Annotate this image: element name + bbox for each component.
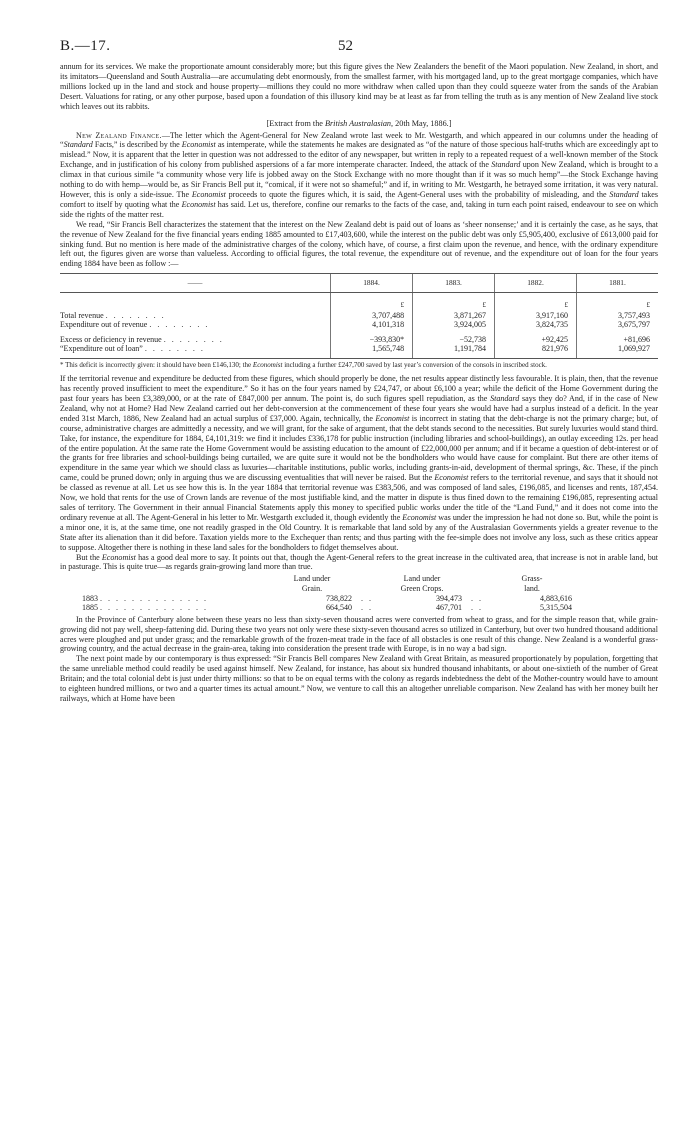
grain-table [82, 574, 572, 612]
table-cell: 394,473 [436, 593, 462, 603]
table-row: Total revenue . . . . . . . . 3,707,488 3,871,267 3,917,160 3,757,493 [60, 311, 658, 321]
table-cell: 3,757,493 [577, 311, 659, 321]
paragraph-nz-finance: New Zealand Finance.—The letter which the Agent-General for New Zealand wrote last week to Mr. Westgarth, and which appeared in our columns under the heading of “Standard Facts,” is described by the Economist as intemperate, while the statements he makes are designated as “of the nature of those specious half-truths which are exceedingly apt to mislead.” Now, it is apparent that the letter in question was not addressed to the editor of any newspaper, but written in reply to a repeated request of a well-known member of the Stock Exchange, and in justification of his colony from published aspersions of a far more intemperate character. Indeed, the attack of the Standard upon New Zealand, which is brought to a climax in that curious simile “a community whose very life is jobbed away on the Stock Exchange with no more thought than if it was so much hemp”—the Stock Exchange having nothing to do with hemp—would be, as Sir Francis Bell put it, “comical, if it were not so shameful;” and if, in writing to Mr. Westgarth, he betrayed some irritation, it was very natural. However, this is only a side-issue. The Economist proceeds to quote the figures which, it is said, the Agent-General uses with the probability of misleading, and the Standard takes comfort to itself by quoting what the Economist has said. Let us, therefore, confine our remarks to the facts of the case, and, taking in turn each point raised, endeavour to see on which side the rights of the matter rest. [60, 130, 659, 219]
document-reference: B.—17. [60, 38, 111, 54]
finance-table-header [60, 274, 658, 293]
table-cell: 4,101,318 [330, 320, 412, 330]
page-header [60, 38, 658, 62]
row-year: 1885 [82, 603, 98, 613]
table-cell: −52,738 [413, 330, 495, 345]
table-cell: 4,883,616 [540, 593, 572, 603]
table-row: 1883 . . . . . . . . . . . . . . 738,822 . . 394,473 . . 4,883,616 [82, 593, 572, 603]
row-label: Total revenue [60, 310, 104, 320]
page-number: 52 [338, 38, 353, 54]
row-label: Excess or deficiency in revenue [60, 334, 162, 344]
table-cell: 3,871,267 [413, 311, 495, 321]
table-cell: 3,924,005 [413, 320, 495, 330]
paragraph-cultivated-area: But the Economist has a good deal more to say. It points out that, though the Agent-General refers to the great increase in the cultivated area, that increase is not in arable land, but in pasturage. This is quite true—as regards grain-growing land more than true. [60, 552, 658, 572]
column-header: Land under Grain. [293, 574, 331, 593]
table-row: Excess or deficiency in revenue . . . . . . . . −393,830* −52,738 +92,425 +81,696 [60, 330, 658, 345]
document-page [60, 38, 658, 704]
year-header: 1881. [577, 274, 659, 293]
paragraph-comparison: The next point made by our contemporary is thus expressed: “Sir Francis Bell compares New Zealand with Great Britain, as measured proportionately by population, forgetting that the same unreliable method could readily be used against himself. New Zealand, for instance, has about six hundred thousand inhabitants, or about one-sixtieth of the number of Great Britain; and the total colonial debt is just under thirty millions: so that to be on equal terms with the colony as regards indebtedness the debt of the Mother-country would have to amount to eighteen hundred millions, or two and a quarter times its actual amount.” Now, we venture to call this an altogether unreliable comparison. New Zealand has with her money built her railways, which at Home have been [60, 654, 658, 703]
table-cell: 821,976 [495, 344, 577, 358]
row-label: “Expenditure out of loan” [60, 344, 143, 354]
table-cell: 1,565,748 [330, 344, 412, 358]
currency-symbol: £ [495, 293, 577, 311]
year-header: 1884. [330, 274, 412, 293]
table-corner: —— [60, 274, 330, 293]
table-cell: +81,696 [577, 330, 659, 345]
row-label: Expenditure out of revenue [60, 320, 148, 330]
year-header: 1883. [413, 274, 495, 293]
extract-heading: [Extract from the British Australasian, 20th May, 1886.] [266, 118, 452, 128]
currency-row [60, 293, 658, 311]
table-cell: −393,830* [330, 330, 412, 345]
currency-symbol: £ [413, 293, 495, 311]
paragraph-continuation: annum for its services. We make the proportionate amount considerably more; but this figure gives the New Zealanders the benefit of the Maori population. New Zealand, in short, and its imitators—Queensland and South Australia—are accumulating debt enormously, from the smallest farmer, with his mortgaged land, up to the great mortgage companies, which have millions locked up in the land and stock and house property—millions they could no more withdraw when called upon than they could squeeze water from the sands of the Arabian Desert. Valuations for rating, or any other purpose, based upon a foundation of this illusory kind may be at least as far from telling the truth as is any mention of New Zealand live stock which leaves out its rabbits. [60, 62, 658, 111]
table-cell: +92,425 [495, 330, 577, 345]
row-year: 1883 [82, 593, 98, 603]
table-cell: 467,701 [436, 603, 462, 613]
article-lead: New Zealand Finance. [76, 130, 162, 140]
table-cell: 738,822 [326, 593, 352, 603]
column-header: Land under Green Crops. [400, 574, 444, 593]
table-cell: 3,824,735 [495, 320, 577, 330]
table-cell: 5,315,504 [540, 603, 572, 613]
table-cell: 3,917,160 [495, 311, 577, 321]
grain-table-header [82, 574, 572, 593]
column-header: Grass- land. [521, 574, 543, 593]
finance-table [60, 273, 658, 359]
table-cell: 1,069,927 [577, 344, 659, 358]
table-cell: 1,191,784 [413, 344, 495, 358]
year-header: 1882. [495, 274, 577, 293]
paragraph-territorial-revenue: If the territorial revenue and expenditure be deducted from these figures, which should properly be done, the net results appear distinctly less favourable. It is plain, then, that the revenue has recently proved insufficient to meet the expenditure.” So it has on the four years named by £24,747, or about £6,100 a year; while the deficit of the Home Government during the past four years has been £3,389,000, or at the rate of £847,000 per annum. The point is, do such figures spell repudiation, as the Standard says they do? And, if in the case of New Zealand, why not at Home? Had New Zealand carried out her debt-conversion at the commencement of these four years she would have had a surplus instead of a deficit. In the year ended 31st March, 1886, New Zealand had an actual surplus of £37,000. Again, technically, the Economist is incorrect in stating that the debt-charge is not the primary charge; but, of course, administrative charges are admittedly a necessity, and we will grant, for the sake of argument, that the debt stands second to the necessities. But surely luxuries would stand third. Take, for instance, the expenditure for 1884, £4,101,319: we find it includes £336,178 for public instruction (including libraries and school-buildings), an outlay exceeding 12s. per head of the entire population. At the same rate the Home Government would be assisting education to the amount of £22,000,000 per annum; and if it became a question of debt-interest or of the grants for free libraries and school-buildings being curtailed, we are quite sure it would not be the bondholders who would have cause for complaint. But there are other items of expenditure in the same year which we should class as luxuries—charitable institutions, public works, including grants-in-aid, development of thermal springs, &c. These, if the pinch came, could be pruned down; only in arguing thus we are discussing eventualities that will never be raised. But the Economist refers to the territorial revenue, and says that it should not be classed as revenue at all. Let us see how this is. In the year 1884 that territorial revenue was £383,506, and was composed of land sales, £196,085, and licenses and rents, 187,454. Now, we hold that rents for the use of Crown lands are revenue of the most justifiable kind, and the matter in dispute is thus fined down to the remaining £196,085, representing actual sales of territory. The Government in their annual Financial Statements apply this money to specified public works under the title of the “Land Fund,” and it does not come into the ordinary revenue at all. The Agent-General in his letter to Mr. Westgarth excluded it, though evidently the Economist was under the impression he had not done so. But, while the point is a minor one, it is, at the same time, one not readily grasped in the Old Country. It is remarkable that land sold by any of the Australasian Governments yields a greater revenue to the State after its alienation than it did before. Taxation yields more to the Exchequer than rents; and thus parting with the fee-simple does not involve any loss, such as these critics appear to suppose. Altogether there is nothing in these land sales for the bondholders to fidget themselves about. [60, 374, 658, 552]
table-cell: 3,675,797 [577, 320, 659, 330]
paragraph-revenue: We read, “Sir Francis Bell characterizes the statement that the interest on the New Zealand debt is paid out of loans as ‘sheer nonsense;’ and it is certainly the case, as he says, that the revenue of New Zealand for the five financial years ending 1885 amounted to £17,403,600, while the interest on the public debt was only £5,905,400, exclusive of £613,000 paid for sinking fund. But no mention is here made of the administrative charges of the colony, which have, of course, a first claim upon the revenue, and hence, with the ordinary expenditure left out, the figures given are worse than valueless. According to official figures, the total revenue, the expenditure out of revenue, and the expenditure out of loan for the four years ending 1884 have been as follow :— [60, 219, 658, 269]
footnote: * This deficit is incorrectly given: it should have been £146,130; the Economist including a further £247,700 saved by last year’s conversion of the consols in inscribed stock. [60, 360, 547, 369]
table-row: 1885 . . . . . . . . . . . . . . 664,540 . . 467,701 . . 5,315,504 [82, 603, 572, 613]
table-row: “Expenditure out of loan” . . . . . . . . 1,565,748 1,191,784 821,976 1,069,927 [60, 344, 658, 358]
currency-symbol: £ [577, 293, 659, 311]
paragraph-canterbury: In the Province of Canterbury alone between these years no less than sixty-seven thousand acres were converted from wheat to grass, and for the simple reason that, while grain-growing did not pay well, sheep-fattening did. During these two years not only were these sixty-seven thousand acres so utilized in Canterbury, but over two hundred thousand additional acres were ploughed and put under grass; and the remarkable growth of the frozen-meat trade in the face of all obstacles is one result of this change. New Zealand is a wonderful grass-growing country, and the actual decrease in the grain-area, taking into consideration the present trade with Europe, is in no way a bad sign. [60, 614, 658, 654]
table-cell: 664,540 [326, 603, 352, 613]
table-cell: 3,707,488 [330, 311, 412, 321]
currency-symbol: £ [330, 293, 412, 311]
table-row: Expenditure out of revenue . . . . . . . . 4,101,318 3,924,005 3,824,735 3,675,797 [60, 320, 658, 330]
